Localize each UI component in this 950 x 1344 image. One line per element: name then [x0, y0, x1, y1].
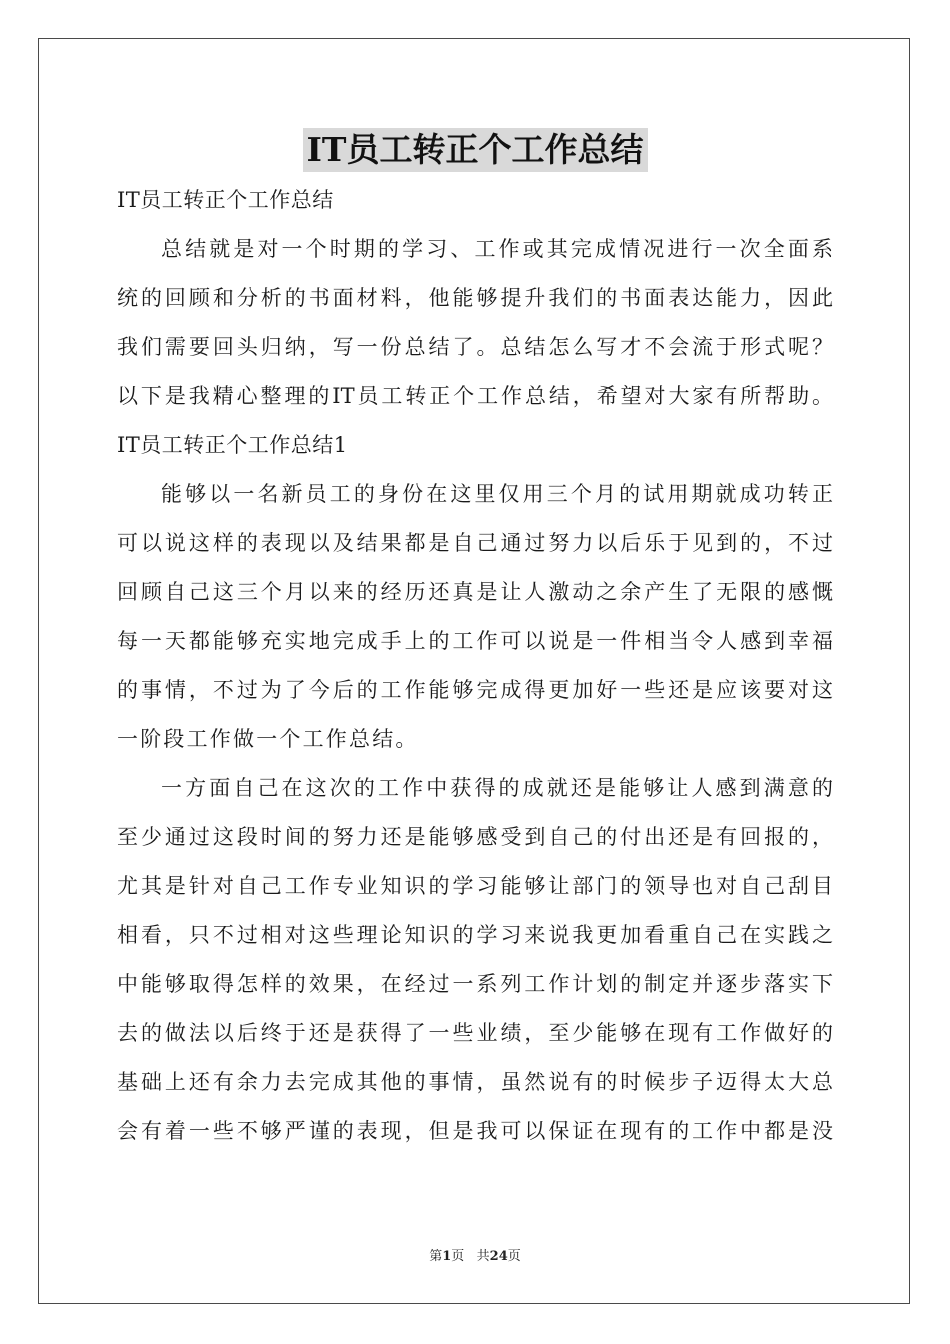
- paragraph-line: 相看，只不过相对这些理论知识的学习来说我更加看重自己在实践之: [117, 923, 833, 947]
- title-wrap: [0, 128, 950, 172]
- paragraph-line: 一阶段工作做一个工作总结。: [117, 727, 419, 751]
- paragraph-line: 至少通过这段时间的努力还是能够感受到自己的付出还是有回报的，: [117, 825, 833, 849]
- paragraph-line: 会有着一些不够严谨的表现，但是我可以保证在现有的工作中都是没: [117, 1119, 833, 1143]
- paragraph-line: 以下是我精心整理的IT员工转正个工作总结，希望对大家有所帮助。: [117, 384, 833, 408]
- paragraph-line: 回顾自己这三个月以来的经历还真是让人激动之余产生了无限的感慨: [117, 580, 833, 604]
- paragraph-line: 我们需要回头归纳，写一份总结了。总结怎么写才不会流于形式呢？: [117, 335, 833, 359]
- paragraph-line: 统的回顾和分析的书面材料，他能够提升我们的书面表达能力，因此: [117, 286, 833, 310]
- section-heading: IT员工转正个工作总结1: [117, 433, 348, 457]
- paragraph-line: 一方面自己在这次的工作中获得的成就还是能够让人感到满意的: [161, 776, 833, 800]
- current-page-number: 1: [442, 1249, 452, 1264]
- paragraph-line: 基础上还有余力去完成其他的事情，虽然说有的时候步子迈得太大总: [117, 1070, 833, 1094]
- footer-suffix: 页: [507, 1249, 521, 1264]
- paragraph-line: 能够以一名新员工的身份在这里仅用三个月的试用期就成功转正: [161, 482, 833, 506]
- paragraph-line: 的事情，不过为了今后的工作能够完成得更加好一些还是应该要对这: [117, 678, 833, 702]
- page-footer: [0, 1245, 950, 1264]
- paragraph-line: 可以说这样的表现以及结果都是自己通过努力以后乐于见到的，不过: [117, 531, 833, 555]
- total-pages: 24: [489, 1249, 508, 1264]
- footer-mid: 页 共: [451, 1249, 490, 1264]
- paragraph-line: 每一天都能够充实地完成手上的工作可以说是一件相当令人感到幸福: [117, 629, 833, 653]
- section-heading: IT员工转正个工作总结: [117, 188, 334, 212]
- paragraph-line: 总结就是对一个时期的学习、工作或其完成情况进行一次全面系: [161, 237, 833, 261]
- footer-prefix: 第: [429, 1249, 443, 1264]
- document-title: IT员工转正个工作总结: [303, 128, 648, 172]
- paragraph-line: 尤其是针对自己工作专业知识的学习能够让部门的领导也对自己刮目: [117, 874, 833, 898]
- paragraph-line: 中能够取得怎样的效果，在经过一系列工作计划的制定并逐步落实下: [117, 972, 833, 996]
- document-body: [117, 176, 833, 1156]
- paragraph-line: 去的做法以后终于还是获得了一些业绩，至少能够在现有工作做好的: [117, 1021, 833, 1045]
